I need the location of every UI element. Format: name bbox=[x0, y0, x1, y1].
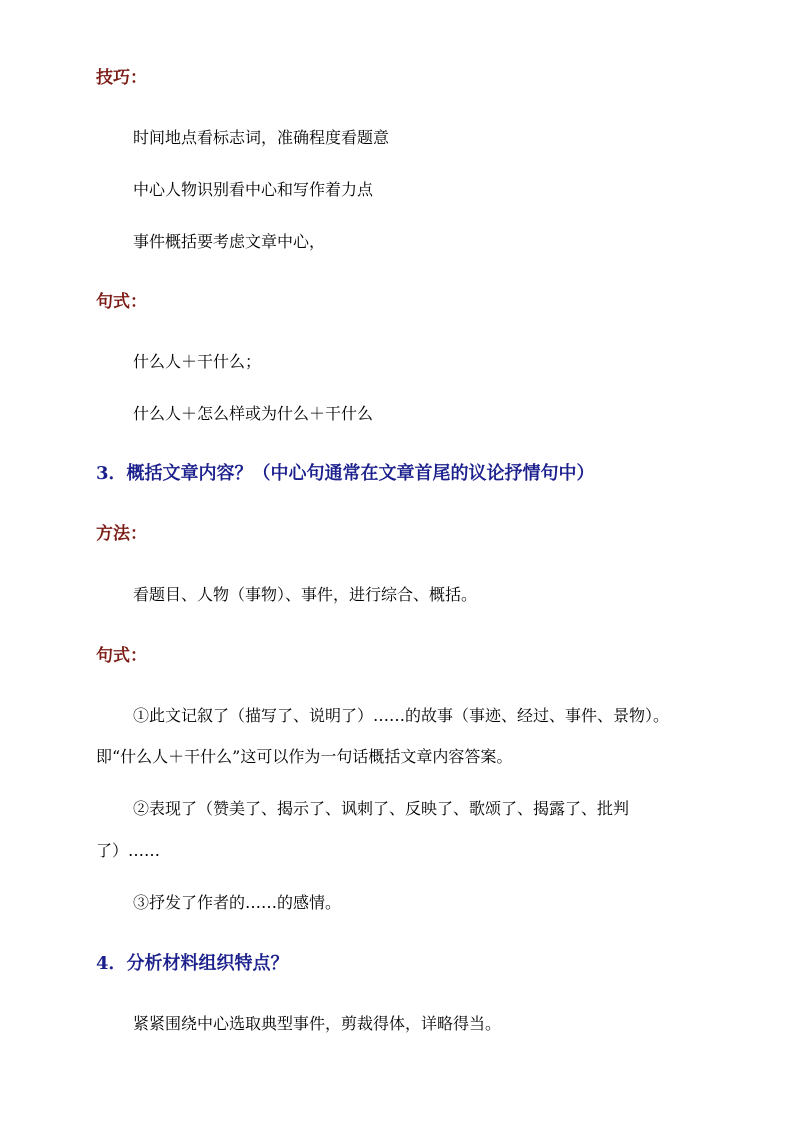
tip-line-3: 事件概括要考虑文章中心， bbox=[133, 232, 326, 251]
section-label-pattern: 句式： bbox=[96, 292, 147, 312]
pattern-item-2b: 了）…… bbox=[96, 841, 161, 860]
pattern-item-2a: ②表现了（赞美了、揭示了、讽刺了、反映了、歌颂了、揭露了、批判 bbox=[133, 799, 630, 818]
heading-3: 3．概括文章内容？（中心句通常在文章首尾的议论抒情句中） bbox=[96, 463, 595, 484]
tip-line-1: 时间地点看标志词，准确程度看题意 bbox=[133, 128, 390, 147]
heading-4-text: 紧紧围绕中心选取典型事件，剪裁得体，详略得当。 bbox=[133, 1014, 502, 1033]
heading-4: 4．分析材料组织特点？ bbox=[96, 953, 289, 974]
pattern-item-3: ③抒发了作者的……的感情。 bbox=[133, 893, 342, 912]
pattern-line-2: 什么人＋怎么样或为什么＋干什么 bbox=[133, 404, 374, 423]
pattern-item-1a: ①此文记叙了（描写了、说明了）……的故事（事迹、经过、事件、景物）。 bbox=[133, 706, 670, 725]
tip-line-2: 中心人物识别看中心和写作着力点 bbox=[133, 180, 374, 199]
section-label-pattern-2: 句式： bbox=[96, 646, 147, 666]
pattern-line-1: 什么人＋干什么； bbox=[133, 352, 262, 371]
method-text: 看题目、人物（事物）、事件，进行综合、概括。 bbox=[133, 585, 478, 604]
section-label-method: 方法： bbox=[96, 524, 147, 544]
pattern-item-1b: 即“什么人＋干什么”这可以作为一句话概括文章内容答案。 bbox=[96, 747, 513, 766]
section-label-tips: 技巧： bbox=[96, 68, 147, 88]
